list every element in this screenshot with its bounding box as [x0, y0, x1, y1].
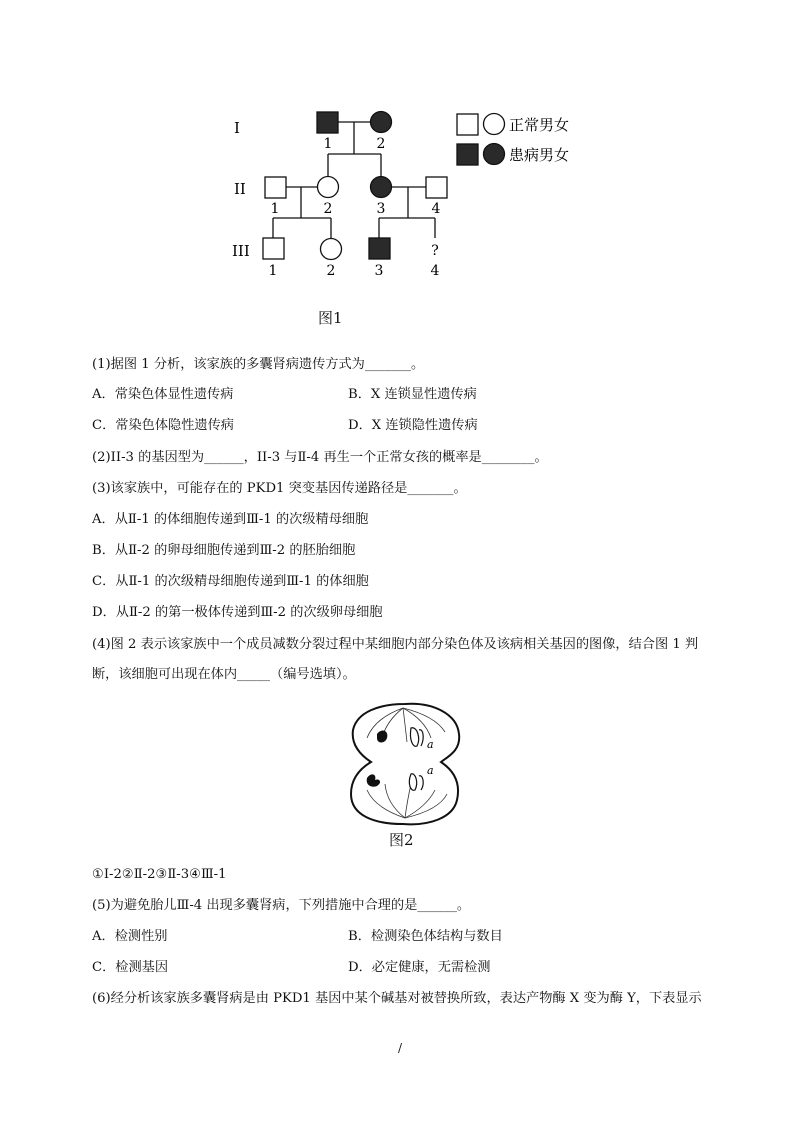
chromosome-bottom-white: [409, 774, 416, 791]
question-5: (5)为避免胎儿Ⅲ-4 出现多囊肾病，下列措施中合理的是______。: [92, 898, 471, 913]
question-4-line2: 断，该细胞可出现在体内_____（编号选填）。: [92, 667, 356, 682]
num-II2: 2: [323, 201, 333, 217]
question-3: (3)该家族中，可能存在的 PKD1 突变基因传递路径是_______。: [92, 481, 467, 496]
num-I1: 1: [323, 136, 333, 152]
pedigree-III1-normal-male: [263, 238, 284, 259]
pedigree-II4-normal-male: [426, 177, 447, 198]
q5-option-A: A．检测性别: [92, 929, 168, 944]
question-6: (6)经分析该家族多囊肾病是由 PKD1 基因中某个碱基对被替换所致，表达产物酶 X 变为酶 Y，下表显示: [92, 991, 702, 1006]
num-III3: 3: [374, 263, 384, 279]
cell-outline: [351, 704, 459, 825]
pedigree-III2-normal-female: [321, 239, 342, 260]
page-number: /: [398, 1041, 403, 1055]
pedigree-III4-unknown: ?: [431, 243, 439, 259]
pedigree-I1-affected-male: [317, 112, 338, 133]
num-II1: 1: [270, 201, 280, 217]
q5-option-B: B．检测染色体结构与数目: [348, 929, 503, 944]
legend-affected-female-icon: [484, 144, 505, 165]
pedigree-III3-affected-male: [369, 238, 390, 259]
pedigree-II2-normal-female: [318, 177, 339, 198]
q1-option-C: C．常染色体隐性遗传病: [92, 418, 234, 433]
legend-normal-male-icon: [457, 114, 478, 135]
gene-label-bottom: a: [427, 764, 434, 777]
gene-label-top: a: [427, 738, 434, 751]
question-4-options: ①I-2②Ⅱ-2③Ⅱ-3④Ⅲ-1: [92, 867, 227, 882]
question-4-line1: (4)图 2 表示该家族中一个成员减数分裂过程中某细胞内部分染色体及该病相关基因的图像，结合图 1 判: [92, 637, 699, 652]
legend-affected-label: 患病男女: [509, 146, 570, 164]
pedigree-figure: [228, 100, 588, 300]
q3-option-D: D．从Ⅱ-2 的第一极体传递到Ⅲ-2 的次级卵母细胞: [92, 605, 383, 620]
generation-label-I: I: [234, 119, 240, 137]
q1-option-A: A．常染色体显性遗传病: [92, 387, 234, 402]
q3-option-C: C．从Ⅱ-1 的次级精母细胞传递到Ⅲ-1 的体细胞: [92, 574, 369, 589]
num-I2: 2: [376, 136, 386, 152]
figure2-caption: 图2: [389, 831, 414, 849]
q3-option-B: B．从Ⅱ-2 的卵母细胞传递到Ⅲ-2 的胚胎细胞: [92, 543, 356, 558]
legend-normal-female-icon: [484, 114, 505, 135]
pedigree-I2-affected-female: [371, 112, 392, 133]
generation-label-II: II: [234, 180, 246, 198]
pedigree-II1-normal-male: [265, 177, 286, 198]
num-III2: 2: [326, 263, 336, 279]
question-2: (2)II-3 的基因型为______，II-3 与Ⅱ-4 再生一个正常女孩的概率是________。: [92, 450, 548, 465]
cell-division-figure: [345, 698, 465, 828]
legend-normal-label: 正常男女: [509, 116, 570, 134]
num-II3: 3: [376, 201, 386, 217]
q5-option-D: D．必定健康，无需检测: [348, 960, 491, 975]
q3-option-A: A．从Ⅱ-1 的体细胞传递到Ⅲ-1 的次级精母细胞: [92, 512, 369, 527]
q5-option-C: C．检测基因: [92, 960, 169, 975]
num-III4: 4: [430, 263, 440, 279]
legend-affected-male-icon: [457, 144, 478, 165]
question-1: (1)据图 1 分析，该家族的多囊肾病遗传方式为_______。: [92, 357, 425, 372]
num-III1: 1: [268, 263, 278, 279]
figure1-caption: 图1: [318, 309, 343, 327]
pedigree-II3-affected-female: [371, 177, 392, 198]
q1-option-B: B．X 连锁显性遗传病: [348, 387, 477, 402]
q1-option-D: D．X 连锁隐性遗传病: [348, 418, 478, 433]
generation-label-III: III: [232, 242, 250, 260]
num-II4: 4: [431, 201, 441, 217]
